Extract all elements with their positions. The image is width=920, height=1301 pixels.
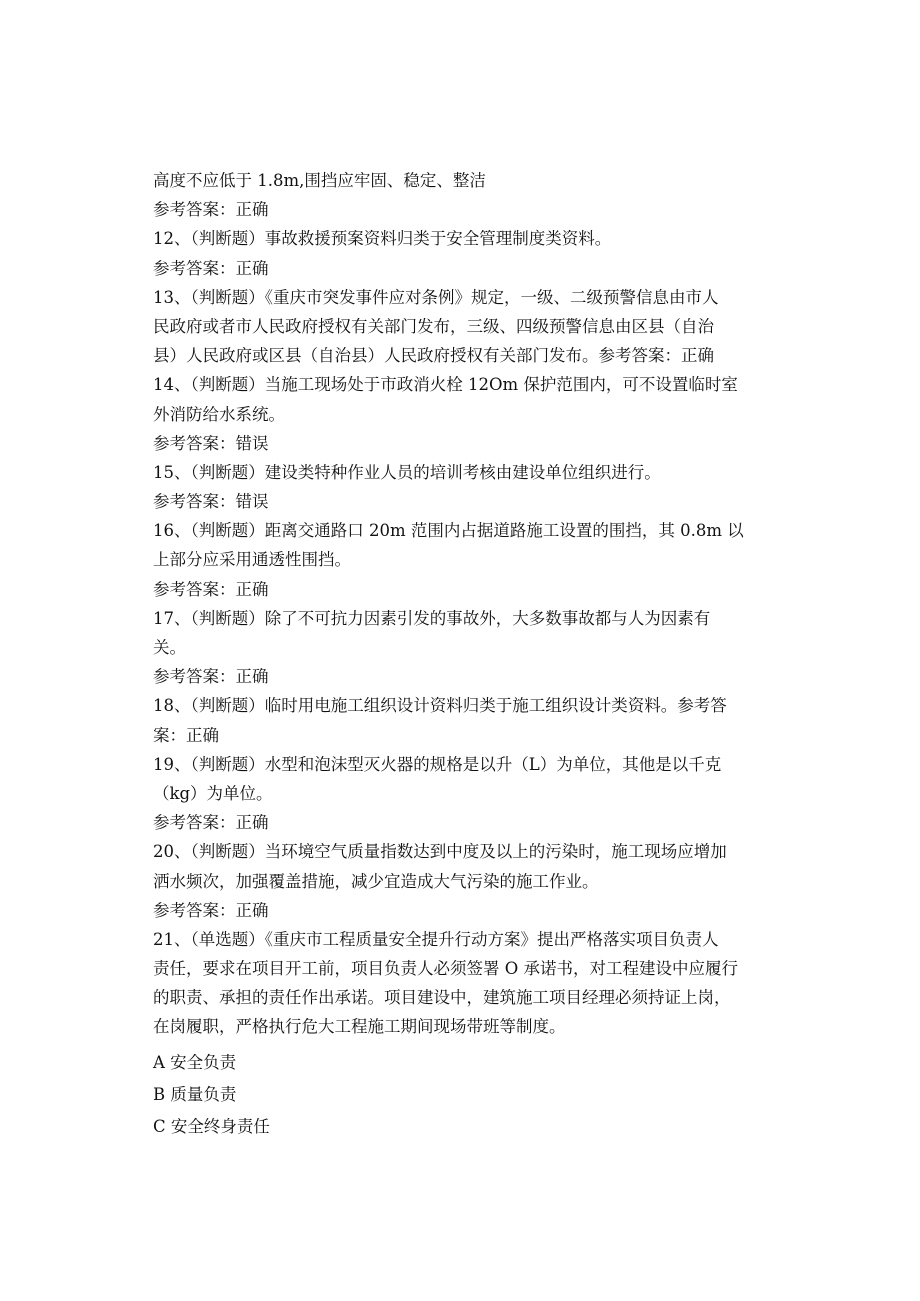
answer-line: 参考答案：错误 bbox=[153, 433, 269, 453]
answer-line: 参考答案：正确 bbox=[153, 813, 269, 833]
question-19: 19、（判断题）水型和泡沫型灭火器的规格是以升（L）为单位，其他是以千克 bbox=[153, 754, 722, 774]
option-a: A 安全负责 bbox=[153, 1052, 237, 1072]
question-16: 16、（判断题）距离交通路口 20m 范围内占据道路施工设置的围挡，其 0.8m 以 bbox=[153, 521, 744, 541]
text-line: 洒水频次，加强覆盖措施，减少宜造成大气污染的施工作业。 bbox=[153, 871, 599, 891]
text-line: 的职责、承担的责任作出承诺。项目建设中，建筑施工项目经理必须持证上岗， bbox=[153, 988, 731, 1008]
text-line: 案：正确 bbox=[153, 725, 219, 745]
question-15: 15、（判断题）建设类特种作业人员的培训考核由建设单位组织进行。 bbox=[153, 462, 661, 482]
option-c: C 安全终身责任 bbox=[153, 1117, 270, 1136]
text-line: 在岗履职，严格执行危大工程施工期间现场带班等制度。 bbox=[153, 1017, 566, 1037]
text-line: 上部分应采用通透性围挡。 bbox=[153, 550, 351, 570]
question-12: 12、（判断题）事故救援预案资料归类于安全管理制度类资料。 bbox=[153, 229, 612, 249]
question-20: 20、（判断题）当环境空气质量指数达到中度及以上的污染时，施工现场应增加 bbox=[153, 842, 727, 862]
answer-line: 参考答案：正确 bbox=[153, 579, 269, 599]
answer-line: 参考答案：正确 bbox=[153, 200, 269, 220]
text-line: 责任，要求在项目开工前，项目负责人必须签署 O 承诺书，对工程建设中应履行 bbox=[153, 959, 739, 979]
answer-line: 参考答案：正确 bbox=[153, 258, 269, 278]
question-17: 17、（判断题）除了不可抗力因素引发的事故外，大多数事故都与人为因素有 bbox=[153, 608, 711, 628]
text-line: 民政府或者市人民政府授权有关部门发布，三级、四级预警信息由区县（自治 bbox=[153, 316, 714, 336]
text-line: 高度不应低于 1.8m,围挡应牢固、稳定、整洁 bbox=[153, 171, 486, 190]
option-b: B 质量负责 bbox=[153, 1084, 237, 1104]
question-14: 14、（判断题）当施工现场处于市政消火栓 12Om 保护范围内，可不设置临时室 bbox=[153, 375, 738, 395]
text-line: 关。 bbox=[153, 638, 186, 657]
question-13: 13、（判断题）《重庆市突发事件应对条例》规定，一级、二级预警信息由市人 bbox=[153, 287, 719, 307]
text-line: 县）人民政府或区县（自治县）人民政府授权有关部门发布。参考答案：正确 bbox=[153, 346, 714, 366]
answer-line: 参考答案：错误 bbox=[153, 492, 269, 512]
answer-line: 参考答案：正确 bbox=[153, 667, 269, 687]
text-line: （kg）为单位。 bbox=[153, 783, 273, 803]
answer-line: 参考答案：正确 bbox=[153, 900, 269, 920]
text-line: 外消防给水系统。 bbox=[153, 404, 285, 424]
question-18: 18、（判断题）临时用电施工组织设计资料归类于施工组织设计类资料。参考答 bbox=[153, 696, 727, 716]
document-body bbox=[153, 166, 763, 1141]
question-21: 21、（单选题）《重庆市工程质量安全提升行动方案》提出严格落实项目负责人 bbox=[153, 929, 719, 949]
